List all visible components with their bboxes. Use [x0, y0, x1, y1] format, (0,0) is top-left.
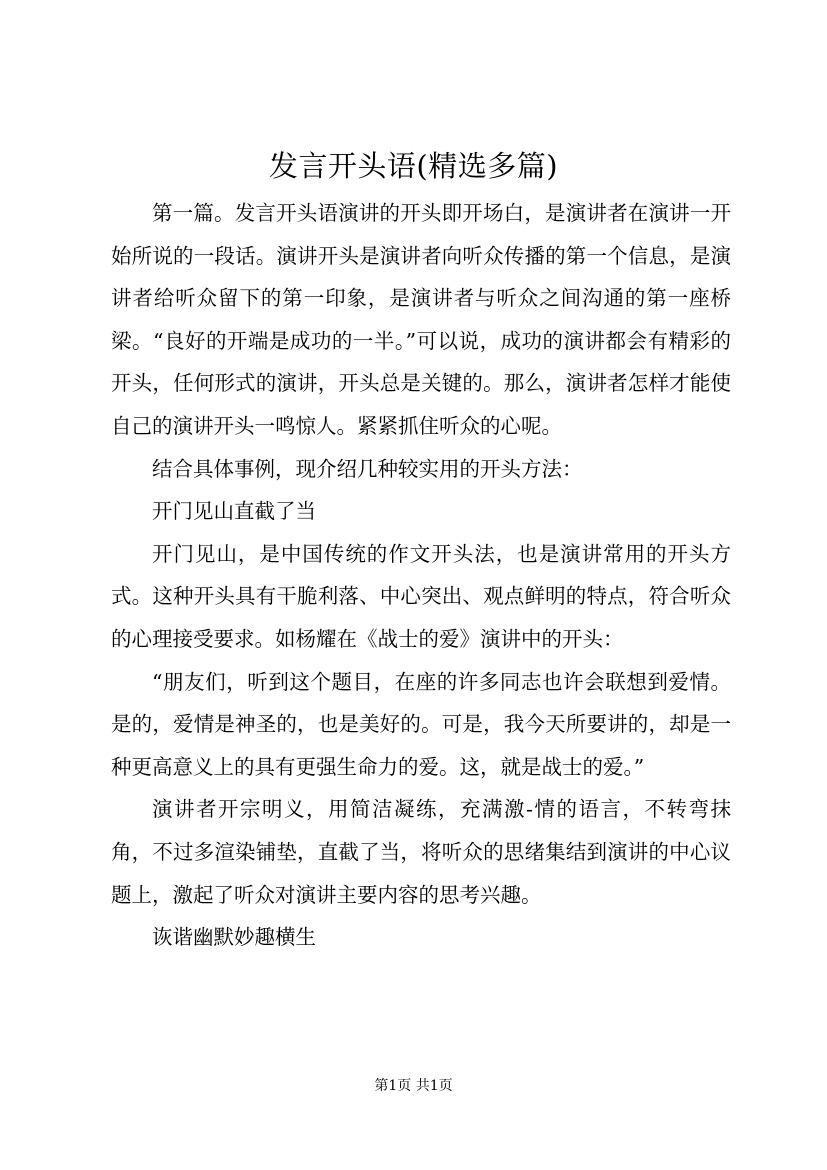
document-title: 发言开头语(精选多篇): [268, 149, 559, 183]
paragraph-direct-explanation: 开门见山，是中国传统的作文开头法，也是演讲常用的开头方式。这种开头具有干脆利落、中心突出、观点鲜明的特点，符合听众的心理接受要求。如杨耀在《战士的爱》演讲中的开头：: [111, 541, 731, 651]
page-footer: 第1页 共1页: [374, 1078, 453, 1094]
paragraph-methods-intro: 结合具体事例，现介绍几种较实用的开头方法：: [152, 456, 583, 481]
paragraph-analysis: 演讲者开宗明义，用简洁凝练，充满激-情的语言，不转弯抹角，不过多渲染铺垫，直截了当，将听众的思绪集结到演讲的中心议题上，激起了听众对演讲主要内容的思考兴趣。: [111, 797, 731, 907]
document-body: [111, 192, 731, 959]
section-heading-humor: 诙谐幽默妙趣横生: [152, 925, 316, 950]
paragraph-intro: 第一篇。发言开头语演讲的开头即开场白，是演讲者在演讲一开始所说的一段话。演讲开头是演讲者向听众传播的第一个信息，是演讲者给听众留下的第一印象，是演讲者与听众之间沟通的第一座桥梁。“良好的开端是成功的一半。”可以说，成功的演讲都会有精彩的开头，任何形式的演讲，开头总是关键的。那么，演讲者怎样才能使自己的演讲开头一鸣惊人。紧紧抓住听众的心呢。: [111, 201, 731, 438]
section-heading-direct: 开门见山直截了当: [152, 499, 316, 524]
paragraph-quote: “朋友们，听到这个题目，在座的许多同志也许会联想到爱情。是的，爱情是神圣的，也是美好的。可是，我今天所要讲的，却是一种更高意义上的具有更强生命力的爱。这，就是战士的爱。”: [111, 669, 731, 779]
